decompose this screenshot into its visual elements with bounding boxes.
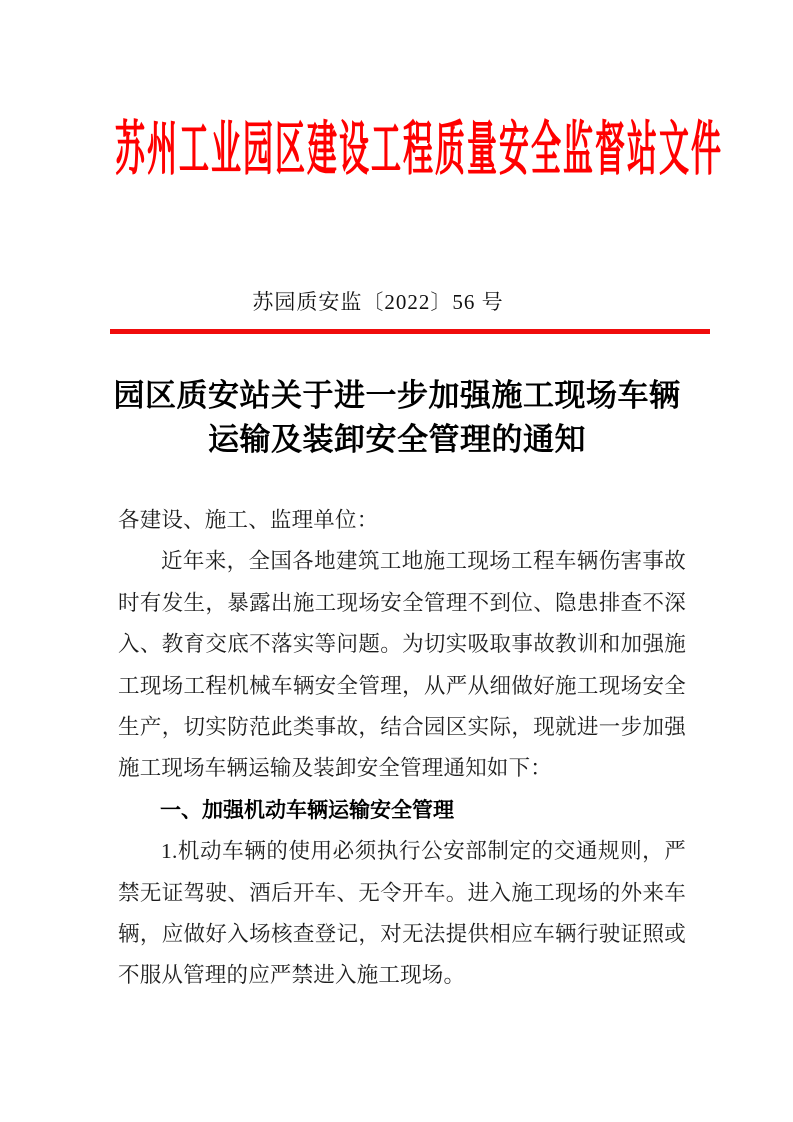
agency-letterhead-banner: 苏州工业园区建设工程质量安全监督站文件 xyxy=(115,118,723,183)
document-body xyxy=(118,500,686,997)
document-number: 苏园质安监〔2022〕56 号 xyxy=(252,290,504,314)
intro-paragraph: 近年来，全国各地建筑工地施工现场工程车辆伤害事故时有发生，暴露出施工现场安全管理不到位、隐患排查不深入、教育交底不落实等问题。为切实吸取事故教训和加强施工现场工程机械车辆安全管理，从严从细做好施工现场安全生产，切实防范此类事故，结合园区实际，现就进一步加强施工现场车辆运输及装卸安全管理通知如下： xyxy=(118,549,686,781)
document-title-line1: 园区质安站关于进一步加强施工现场车辆 xyxy=(113,378,681,413)
red-divider-rule xyxy=(110,329,710,334)
section-1-heading: 一、加强机动车辆运输安全管理 xyxy=(160,798,454,822)
section-1-item-1: 1.机动车辆的使用必须执行公安部制定的交通规则，严禁无证驾驶、酒后开车、无令开车。进入施工现场的外来车辆，应做好入场核查登记，对无法提供相应车辆行驶证照或不服从管理的应严禁进入施工现场。 xyxy=(118,839,686,988)
document-title-line2: 运输及装卸安全管理的通知 xyxy=(208,422,586,457)
salutation: 各建设、施工、监理单位： xyxy=(118,508,379,532)
document-title xyxy=(97,374,697,462)
